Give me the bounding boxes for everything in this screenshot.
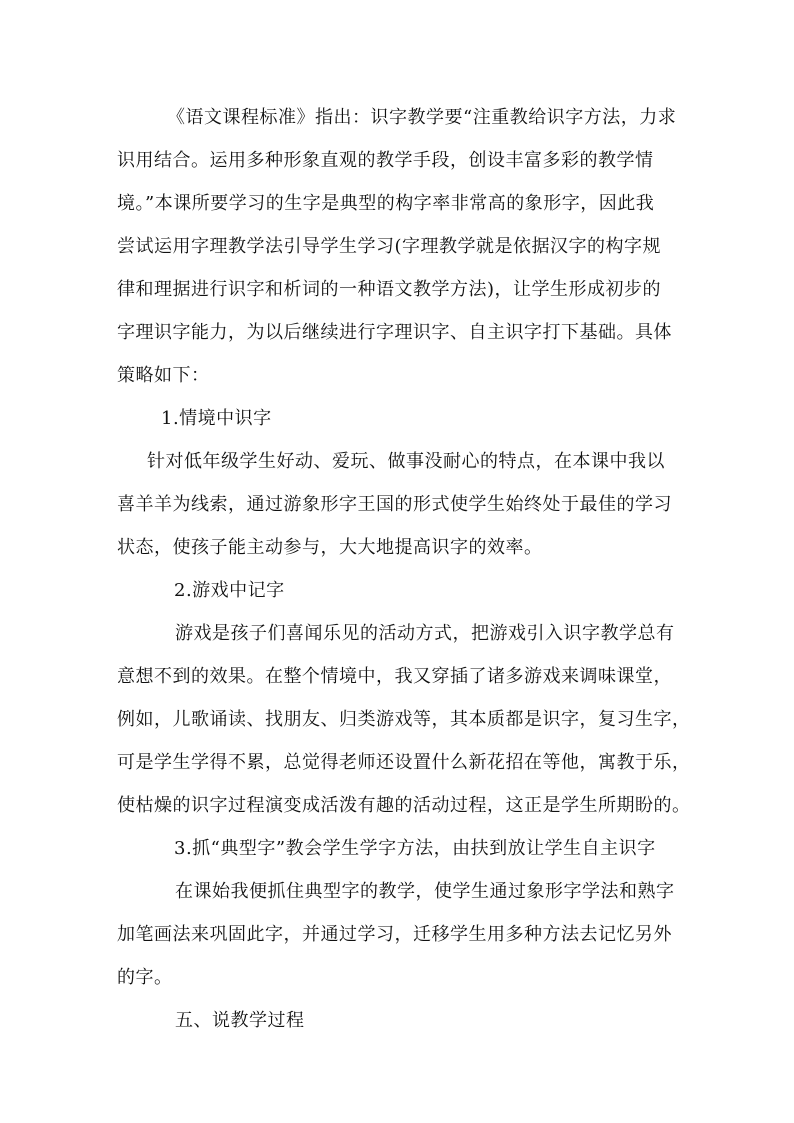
paragraph-line: 可是学生学得不累，总觉得老师还设置什么新花招在等他，寓教于乐，: [117, 752, 691, 773]
paragraph-line: 加笔画法来巩固此字，并通过学习，迁移学生用多种方法去记忆另外: [117, 924, 672, 945]
paragraph-line: 喜羊羊为线索，通过游象形字王国的形式使学生始终处于最佳的学习: [117, 494, 672, 515]
section-heading: 1.情境中识字: [161, 408, 272, 429]
paragraph-line: 针对低年级学生好动、爱玩、做事没耐心的特点，在本课中我以: [147, 451, 665, 472]
paragraph-line: 例如，儿歌诵读、找朋友、归类游戏等，其本质都是识字，复习生字，: [117, 709, 691, 730]
paragraph-line: 在课始我便抓住典型字的教学，使学生通过象形字学法和熟字: [175, 881, 675, 902]
paragraph-line: 《语文课程标准》指出：识字教学要“注重教给识字方法，力求: [167, 107, 677, 128]
paragraph-line: 游戏是孩子们喜闻乐见的活动方式，把游戏引入识字教学总有: [175, 623, 675, 644]
paragraph-line: 意想不到的效果。在整个情境中，我又穿插了诸多游戏来调味课堂，: [117, 666, 672, 687]
paragraph-line: 策略如下：: [117, 365, 210, 386]
paragraph-line: 字理识字能力，为以后继续进行字理识字、自主识字打下基础。具体: [117, 322, 672, 343]
section-heading: 2.游戏中记字: [174, 580, 285, 601]
paragraph-line: 状态，使孩子能主动参与，大大地提高识字的效率。: [117, 537, 543, 558]
paragraph-line: 使枯燥的识字过程演变成活泼有趣的活动过程，这正是学生所期盼的。: [117, 795, 691, 816]
paragraph-line: 境。”本课所要学习的生字是典型的构字率非常高的象形字，因此我: [117, 193, 655, 214]
paragraph-line: 的字。: [117, 967, 173, 988]
section-heading: 五、说教学过程: [175, 1010, 305, 1031]
paragraph-line: 识用结合。运用多种形象直观的教学手段，创设丰富多彩的教学情: [117, 150, 654, 171]
paragraph-line: 律和理据进行识字和析词的一种语文教学方法)，让学生形成初步的: [117, 279, 662, 300]
section-heading: 3.抓“典型字”教会学生学字方法，由扶到放让学生自主识字: [174, 838, 656, 859]
paragraph-line: 尝试运用字理教学法引导学生学习(字理教学就是依据汉字的构字规: [117, 236, 662, 257]
